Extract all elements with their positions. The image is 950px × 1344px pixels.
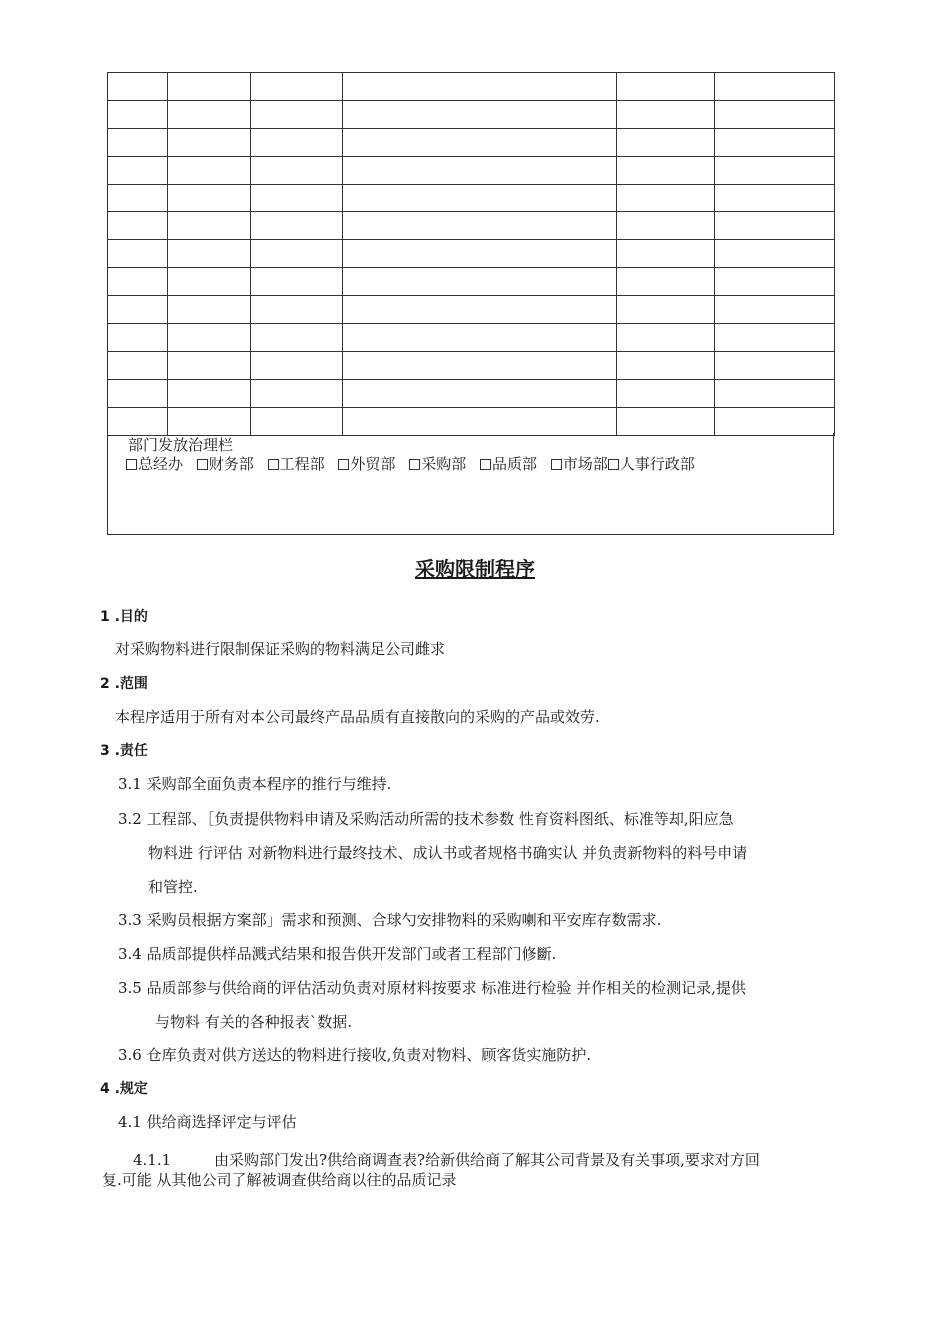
revision-table-cell xyxy=(251,240,343,268)
revision-table-cell xyxy=(715,296,835,324)
revision-table-cell xyxy=(108,296,168,324)
dist-item-engineering: 工程部 xyxy=(268,454,325,474)
distribution-box xyxy=(107,433,834,535)
revision-table-cell xyxy=(108,268,168,296)
revision-table-cell xyxy=(343,184,617,212)
revision-table-cell xyxy=(251,324,343,352)
revision-table-cell xyxy=(715,100,835,128)
revision-table-row xyxy=(108,73,835,101)
revision-table-cell xyxy=(251,212,343,240)
clause-3-2-line-3: 和管控. xyxy=(148,878,198,896)
revision-table xyxy=(107,72,835,436)
revision-table-cell xyxy=(251,379,343,407)
section-3-heading: 3 .责任 xyxy=(100,743,148,759)
revision-table-cell xyxy=(343,407,617,435)
revision-table-cell xyxy=(108,100,168,128)
revision-table-cell xyxy=(168,268,251,296)
section-1-text: 对采购物料进行限制保证采购的物料满足公司雌求 xyxy=(115,640,446,658)
revision-table-row xyxy=(108,128,835,156)
revision-table-cell xyxy=(617,324,715,352)
revision-table-cell xyxy=(251,100,343,128)
revision-table-cell xyxy=(108,379,168,407)
clause-3-2-line-1: 3.2 工程部、［负责提供物料申请及采购活动所需的技术参数 性育资料图纸、标准等却,阳应急 xyxy=(118,810,734,828)
checkbox-icon xyxy=(268,459,279,470)
revision-table-cell xyxy=(168,184,251,212)
revision-table-cell xyxy=(168,407,251,435)
revision-table-row xyxy=(108,268,835,296)
dist-item-finance: 财务部 xyxy=(197,454,254,474)
revision-table-cell xyxy=(715,379,835,407)
revision-table-row xyxy=(108,184,835,212)
revision-table-cell xyxy=(715,184,835,212)
revision-table-cell xyxy=(617,156,715,184)
clause-3-4: 3.4 品质部提供样品溅式结果和报告供开发部门或者工程部门修斷. xyxy=(118,945,557,963)
revision-table-cell xyxy=(617,128,715,156)
revision-table-cell xyxy=(168,128,251,156)
clause-3-5-line-2: 与物料 有关的各种报表`数据. xyxy=(155,1013,353,1031)
distribution-list xyxy=(126,454,695,474)
clause-4-1-1-line-2: 复.可能 从其他公司了解被调查供给商以往的品质记录 xyxy=(102,1171,457,1189)
revision-table-cell xyxy=(108,184,168,212)
dist-item-marketing: 市场部 xyxy=(551,454,608,474)
revision-table-cell xyxy=(617,100,715,128)
revision-table-cell xyxy=(108,212,168,240)
revision-table-cell xyxy=(168,379,251,407)
revision-table-cell xyxy=(108,240,168,268)
checkbox-icon xyxy=(551,459,562,470)
revision-table-cell xyxy=(715,156,835,184)
clause-4-1-1-line-1: 由采购部门发出?供给商调查表?给新供给商了解其公司背景及有关事项,要求对方回 xyxy=(214,1151,760,1169)
revision-table-row xyxy=(108,379,835,407)
revision-table-cell xyxy=(343,212,617,240)
clause-3-1: 3.1 采购部全面负责本程序的推行与维持. xyxy=(118,775,392,793)
revision-table-cell xyxy=(715,407,835,435)
revision-table-row xyxy=(108,324,835,352)
dist-item-foreign-trade: 外贸部 xyxy=(338,454,395,474)
revision-table-cell xyxy=(715,351,835,379)
revision-table-cell xyxy=(251,407,343,435)
section-2-heading: 2 .范围 xyxy=(100,676,148,692)
revision-table-cell xyxy=(251,296,343,324)
revision-table-cell xyxy=(617,212,715,240)
revision-table-cell xyxy=(108,73,168,101)
checkbox-icon xyxy=(409,459,420,470)
revision-table-row xyxy=(108,100,835,128)
revision-table-cell xyxy=(715,128,835,156)
revision-table-cell xyxy=(108,407,168,435)
revision-table-cell xyxy=(168,296,251,324)
revision-table-cell xyxy=(617,379,715,407)
checkbox-icon xyxy=(480,459,491,470)
checkbox-icon xyxy=(197,459,208,470)
revision-table-row xyxy=(108,212,835,240)
revision-table-row xyxy=(108,351,835,379)
revision-table-cell xyxy=(343,379,617,407)
revision-table-cell xyxy=(168,351,251,379)
dist-item-purchasing: 采购部 xyxy=(409,454,466,474)
revision-table-cell xyxy=(343,268,617,296)
dist-item-hr-admin: 人事行政部 xyxy=(608,454,695,474)
revision-table-cell xyxy=(343,100,617,128)
dist-item-general-office: 总经办 xyxy=(126,454,183,474)
clause-3-2-line-2: 物料进 行评估 对新物料进行最终技术、成认书或者规格书确实认 并负责新物料的料号申请 xyxy=(148,844,748,862)
revision-table-cell xyxy=(168,240,251,268)
revision-table-cell xyxy=(168,324,251,352)
revision-table-cell xyxy=(168,100,251,128)
clause-3-3: 3.3 采购员根据方案部」需求和预测、合球勺安排物料的采购喇和平安库存数需求. xyxy=(118,911,662,929)
revision-table-cell xyxy=(715,240,835,268)
revision-table-cell xyxy=(108,351,168,379)
revision-table-cell xyxy=(251,156,343,184)
revision-table-cell xyxy=(343,296,617,324)
revision-table-cell xyxy=(617,240,715,268)
revision-table-cell xyxy=(715,212,835,240)
clause-4-1: 4.1 供给商选择评定与评估 xyxy=(118,1113,297,1131)
revision-table-cell xyxy=(251,184,343,212)
revision-table-cell xyxy=(617,407,715,435)
clause-3-5-line-1: 3.5 品质部参与供给商的评估活动负责对原材料按要求 标准进行检验 并作相关的检测记录,提供 xyxy=(118,979,746,997)
revision-table-cell xyxy=(715,268,835,296)
checkbox-icon xyxy=(126,459,137,470)
revision-table-row xyxy=(108,407,835,435)
revision-table-cell xyxy=(617,296,715,324)
revision-table-cell xyxy=(168,212,251,240)
section-1-heading: 1 .目的 xyxy=(100,609,148,625)
revision-table-cell xyxy=(251,73,343,101)
revision-table-cell xyxy=(343,351,617,379)
revision-table-cell xyxy=(168,156,251,184)
revision-table-cell xyxy=(343,156,617,184)
checkbox-icon xyxy=(608,459,619,470)
revision-table-row xyxy=(108,156,835,184)
distribution-title: 部门发放治理栏 xyxy=(128,436,234,454)
revision-table-cell xyxy=(251,268,343,296)
revision-table-cell xyxy=(343,128,617,156)
section-2-text: 本程序适用于所有对本公司最终产品品质有直接散向的采购的产品或效劳. xyxy=(115,708,600,726)
document-title: 采购限制程序 xyxy=(415,557,535,581)
revision-table-cell xyxy=(168,73,251,101)
revision-table-cell xyxy=(251,128,343,156)
revision-table-cell xyxy=(108,156,168,184)
revision-table-body xyxy=(108,73,835,436)
section-4-heading: 4 .规定 xyxy=(100,1081,148,1097)
checkbox-icon xyxy=(338,459,349,470)
revision-table-row xyxy=(108,240,835,268)
revision-table-row xyxy=(108,296,835,324)
revision-table-cell xyxy=(617,184,715,212)
revision-table-cell xyxy=(715,324,835,352)
dist-item-quality: 品质部 xyxy=(480,454,537,474)
clause-4-1-1-number: 4.1.1 xyxy=(133,1151,172,1169)
revision-table-cell xyxy=(343,324,617,352)
revision-table-cell xyxy=(343,73,617,101)
clause-3-6: 3.6 仓库负责对供方送达的物料进行接收,负责对物料、顾客货实施防护. xyxy=(118,1046,592,1064)
revision-table-cell xyxy=(343,240,617,268)
revision-table-cell xyxy=(617,268,715,296)
revision-table-cell xyxy=(617,351,715,379)
revision-table-cell xyxy=(715,73,835,101)
revision-table-cell xyxy=(108,128,168,156)
revision-table-cell xyxy=(617,73,715,101)
revision-table-cell xyxy=(108,324,168,352)
revision-table-cell xyxy=(251,351,343,379)
